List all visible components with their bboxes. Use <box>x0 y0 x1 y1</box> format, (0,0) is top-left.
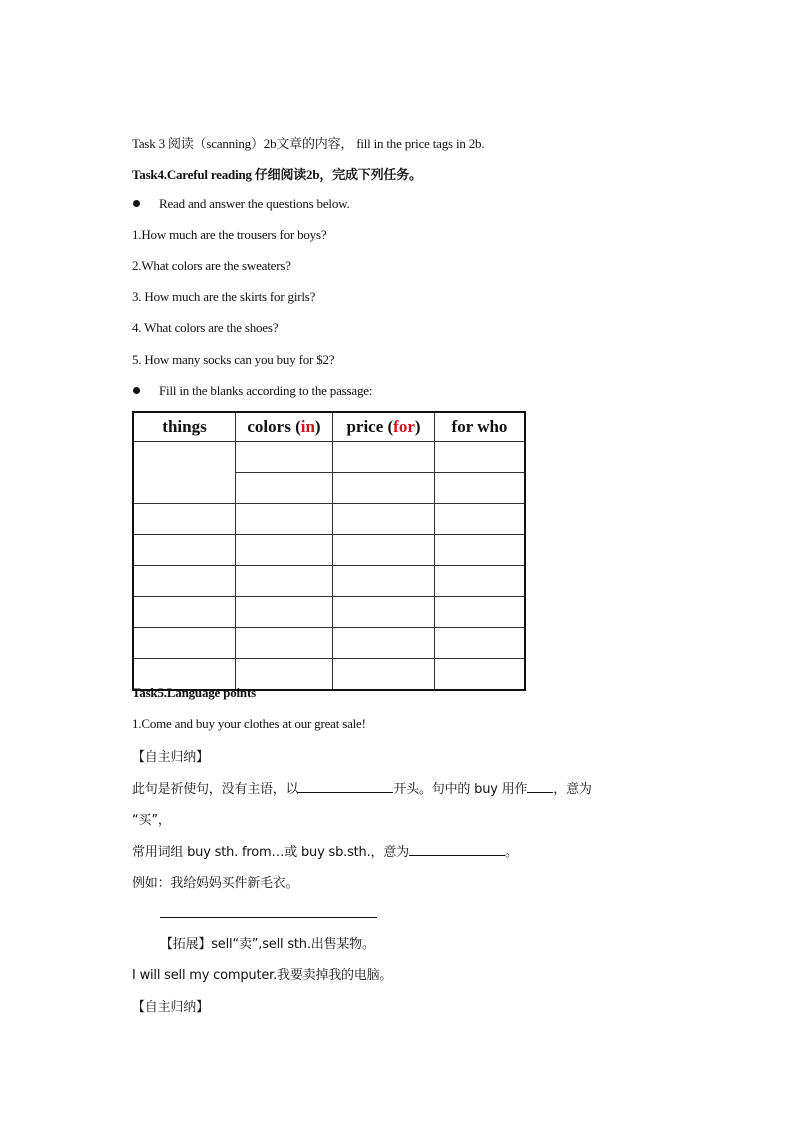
header-for-who: for who <box>435 412 526 442</box>
answer-blank[interactable] <box>298 780 393 793</box>
table-cell[interactable] <box>133 442 236 504</box>
table-header-row <box>133 412 525 442</box>
table-cell[interactable] <box>333 504 435 535</box>
question-4: 4. What colors are the shoes? <box>132 320 279 335</box>
table-row <box>133 597 525 628</box>
table-cell[interactable] <box>333 442 435 473</box>
table-cell[interactable] <box>236 473 333 504</box>
table-cell[interactable] <box>333 473 435 504</box>
summary-meaning: “买”， <box>132 813 171 828</box>
table-row <box>133 628 525 659</box>
task5-heading: Task5.Language points <box>132 685 256 700</box>
question-1: 1.How much are the trousers for boys? <box>132 227 327 242</box>
table-cell[interactable] <box>236 628 333 659</box>
language-point-1: 1.Come and buy your clothes at our great sale! <box>132 716 366 731</box>
table-cell[interactable] <box>133 628 236 659</box>
table-cell[interactable] <box>435 659 526 691</box>
header-colors: colors (in) <box>236 412 333 442</box>
table-cell[interactable] <box>435 566 526 597</box>
table-cell[interactable] <box>133 535 236 566</box>
table-cell[interactable] <box>236 566 333 597</box>
table-cell[interactable] <box>236 504 333 535</box>
table-cell[interactable] <box>333 597 435 628</box>
table-cell[interactable] <box>333 628 435 659</box>
table-cell[interactable] <box>435 535 526 566</box>
table-cell[interactable] <box>333 566 435 597</box>
question-5: 5. How many socks can you buy for $2? <box>132 352 335 367</box>
table-cell[interactable] <box>133 566 236 597</box>
task4-heading: Task4.Careful reading 仔细阅读2b，完成下列任务。 <box>132 167 422 182</box>
header-price: price (for) <box>333 412 435 442</box>
phrase-sentence: 常用词组 buy sth. from…或 buy sb.sth.，意为 。 <box>132 845 518 860</box>
answer-line[interactable] <box>160 917 377 918</box>
bullet-read-answer: Read and answer the questions below. <box>159 196 350 211</box>
answer-blank[interactable] <box>527 780 553 793</box>
extension-note: 【拓展】sell“卖”,sell sth.出售某物。 <box>160 937 375 952</box>
table-cell[interactable] <box>133 504 236 535</box>
table-row <box>133 504 525 535</box>
table-cell[interactable] <box>435 628 526 659</box>
summary-heading-2: 【自主归纳】 <box>132 1000 209 1015</box>
table-cell[interactable] <box>435 442 526 473</box>
table-row <box>133 566 525 597</box>
table-cell[interactable] <box>435 504 526 535</box>
table-cell[interactable] <box>236 535 333 566</box>
summary-heading: 【自主归纳】 <box>132 750 209 765</box>
table-cell[interactable] <box>133 597 236 628</box>
example-sentence: 例如：我给妈妈买件新毛衣。 <box>132 876 299 891</box>
question-3: 3. How much are the skirts for girls? <box>132 289 316 304</box>
table-cell[interactable] <box>333 659 435 691</box>
table-cell[interactable] <box>435 597 526 628</box>
task3-instruction: Task 3 阅读（scanning）2b文章的内容， fill in the price tags in 2b. <box>132 136 485 151</box>
header-things: things <box>133 412 236 442</box>
table-cell[interactable] <box>236 597 333 628</box>
table-cell[interactable] <box>333 535 435 566</box>
table-cell[interactable] <box>435 473 526 504</box>
bullet-dot <box>133 387 140 394</box>
table-cell[interactable] <box>236 442 333 473</box>
sell-example: I will sell my computer.我要卖掉我的电脑。 <box>132 968 393 983</box>
fill-in-table <box>132 411 526 691</box>
bullet-dot <box>133 200 140 207</box>
table-row <box>133 442 525 473</box>
bullet-fill-blanks: Fill in the blanks according to the passage: <box>159 383 373 398</box>
table-row <box>133 535 525 566</box>
question-2: 2.What colors are the sweaters? <box>132 258 291 273</box>
answer-blank[interactable] <box>409 843 505 856</box>
summary-sentence: 此句是祈使句，没有主语，以 开头。句中的 buy 用作 ，意为 <box>132 782 592 797</box>
